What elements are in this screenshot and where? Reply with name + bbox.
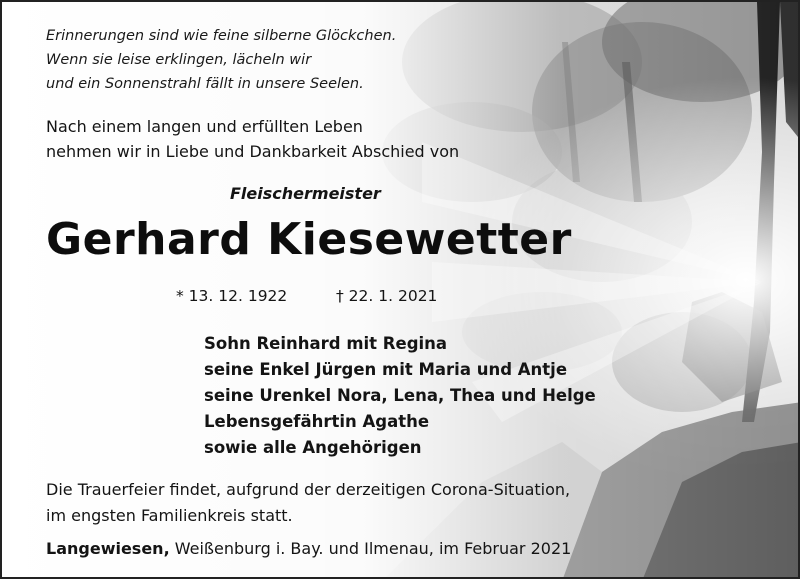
- mourner-line: seine Enkel Jürgen mit Maria und Antje: [204, 360, 568, 379]
- deceased-name: Gerhard Kiesewetter: [46, 214, 572, 265]
- intro-text: [46, 114, 459, 164]
- poem-line: Erinnerungen sind wie feine silberne Glöckchen.: [46, 28, 397, 44]
- mourner-line: sowie alle Angehörigen: [204, 438, 422, 457]
- mourner-line: Sohn Reinhard mit Regina: [204, 334, 448, 353]
- funeral-line: im engsten Familienkreis statt.: [46, 506, 293, 525]
- place-rest: Weißenburg i. Bay. und Ilmenau, im Februar 2021: [169, 539, 572, 558]
- deceased-title: Fleischermeister: [230, 184, 381, 203]
- death-date: † 22. 1. 2021: [336, 287, 438, 305]
- place-town: Langewiesen,: [46, 539, 170, 558]
- poem-line: und ein Sonnenstrahl fällt in unsere Seelen.: [46, 76, 364, 92]
- poem: [46, 24, 396, 96]
- intro-line: Nach einem langen und erfüllten Leben: [46, 117, 363, 136]
- place-and-date: [46, 539, 571, 558]
- intro-line: nehmen wir in Liebe und Dankbarkeit Abschied von: [46, 142, 460, 161]
- poem-line: Wenn sie leise erklingen, lächeln wir: [46, 52, 312, 68]
- birth-date: * 13. 12. 1922: [176, 287, 288, 305]
- mourner-line: Lebensgefährtin Agathe: [204, 412, 430, 431]
- mourner-line: seine Urenkel Nora, Lena, Thea und Helge: [204, 386, 596, 405]
- funeral-note: [46, 477, 570, 529]
- funeral-line: Die Trauerfeier findet, aufgrund der derzeitigen Corona-Situation,: [46, 480, 571, 499]
- mourners-list: [204, 331, 596, 461]
